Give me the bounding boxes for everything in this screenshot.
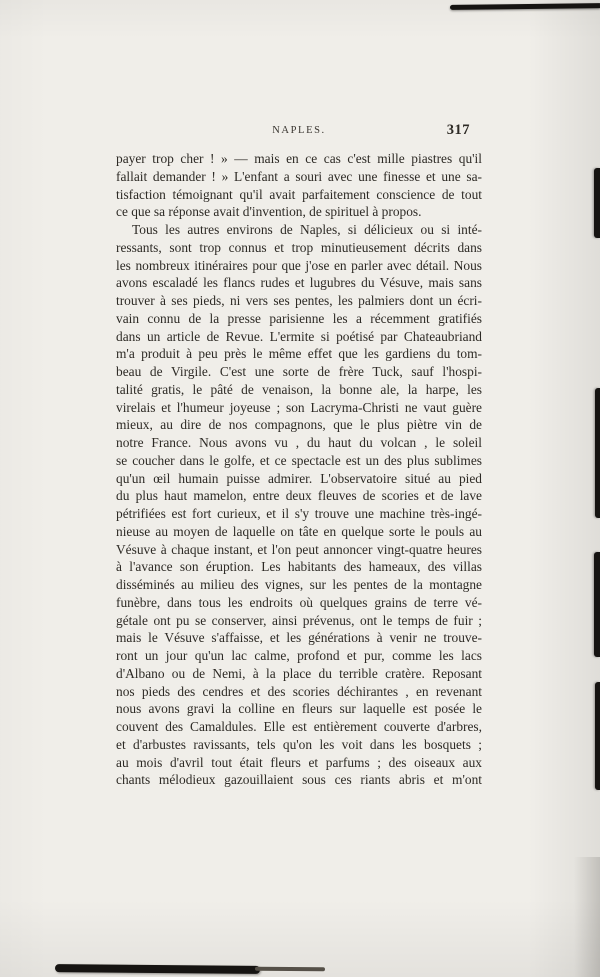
text-line: tisfaction témoignant qu'il avait parfaitement conscience de tout — [116, 186, 482, 202]
text-line: Tous les autres environs de Naples, si délicieux ou si inté- — [132, 222, 482, 237]
text-line: Vésuve à chaque instant, et l'on peut annoncer vingt-quatre heures — [116, 541, 482, 557]
text-line: fallait demander ! » L'enfant a souri avec une finesse et une sa- — [116, 168, 482, 184]
text-line: virelais et l'humeur joyeuse ; son Lacryma-Christi ne vaut guère — [116, 399, 482, 415]
text-line: nieuse au moyen de laquelle on tâte en quelque sorte le pouls au — [116, 523, 482, 539]
text-line: m'a produit à peu près le même effet que les gardiens du tom- — [116, 346, 482, 362]
text-line: ce que sa réponse avait d'invention, de spirituel à propos. — [116, 204, 422, 220]
text-line: à l'avance son éruption. Les habitants des hameaux, des villas — [116, 559, 482, 575]
text-line: talité gratis, le pâté de venaison, la bonne ale, la harpe, les — [116, 381, 482, 397]
text-line: ront un jour qu'un lac calme, profond et pur, comme les lacs — [116, 648, 482, 663]
scan-artifact-right-edge — [594, 168, 600, 238]
scan-artifact-right-edge — [595, 682, 600, 790]
scan-artifact-right-edge — [595, 388, 600, 518]
text-line: pétrifiées est fort curieux, et il s'y trouve une machine très-ingé- — [116, 506, 482, 521]
text-line: chants mélodieux gazouillaient sous ces riants abris et m'ont — [116, 772, 482, 788]
scan-artifact-top-right — [450, 3, 600, 10]
text-line: les nombreux itinéraires pour que j'ose en parler avec détail. Nous — [116, 257, 482, 273]
scan-artifact-corner-shade — [574, 857, 600, 977]
page-number: 317 — [446, 122, 470, 138]
text-line: disséminés au milieu des vignes, sur les pentes de la montagne — [116, 577, 482, 592]
text-line: gétale ont pu se conserver, ainsi prévenus, ont le temps de fuir ; — [116, 612, 482, 628]
text-line: notre France. Nous avons vu , du haut du volcan , le soleil — [116, 435, 482, 450]
text-line: mieux, au dire de nos compagnons, que le plus piètre vin de — [116, 417, 482, 433]
text-line: vain connu de la presse parisienne les a récemment gratifiés — [116, 310, 482, 326]
text-line: dans un article de Revue. L'ermite si poétisé par Chateaubriand — [116, 328, 482, 344]
text-line: beau de Virgile. C'est une sorte de frère Tuck, sauf l'hospi- — [116, 364, 482, 379]
running-title: NAPLES. — [272, 125, 326, 136]
text-line: payer trop cher ! » — mais en ce cas c'est mille piastres qu'il — [116, 151, 482, 166]
text-line: qu'un œil humain puisse admirer. L'observatoire situé au pied — [116, 470, 482, 486]
scan-artifact-bottom-smudge — [55, 964, 260, 974]
scan-artifact-right-edge — [594, 552, 600, 657]
text-line: du plus haut mamelon, entre deux fleuves de scories et de lave — [116, 488, 482, 504]
text-line: avons escaladé les flancs rudes et lugubres du Vésuve, mais sans — [116, 275, 482, 291]
text-line: funèbre, dans tous les endroits où quelques grains de terre vé- — [116, 594, 482, 610]
text-line: nos pieds des cendres et des scories déchirantes , en revenant — [116, 683, 482, 699]
scan-artifact-bottom-smudge — [255, 967, 325, 971]
text-line: d'Albano ou de Nemi, à la place du terrible cratère. Reposant — [116, 665, 482, 681]
text-line: couvent des Camaldules. Elle est entièrement couverte d'arbres, — [116, 719, 482, 734]
text-line: au mois d'avril tout était fleurs et parfums ; des oiseaux aux — [116, 754, 482, 770]
body-text — [116, 150, 482, 789]
text-line: ressants, sont trop connus et trop minutieusement décrits dans — [116, 239, 482, 255]
text-line: se coucher dans le golfe, et ce spectacle est un des plus sublimes — [116, 452, 482, 468]
text-line: nous avons gravi la colline en fleurs sur laquelle est posée le — [116, 701, 482, 717]
text-line: trouver à ses pieds, ni vers ses pentes, les palmiers dont un écri- — [116, 293, 482, 308]
text-line: et d'arbustes ravissants, tels qu'on les voit dans les bosquets ; — [116, 736, 482, 752]
text-line: mais le Vésuve s'affaisse, et les générations à venir ne trouve- — [116, 630, 482, 646]
page-header — [116, 122, 482, 143]
